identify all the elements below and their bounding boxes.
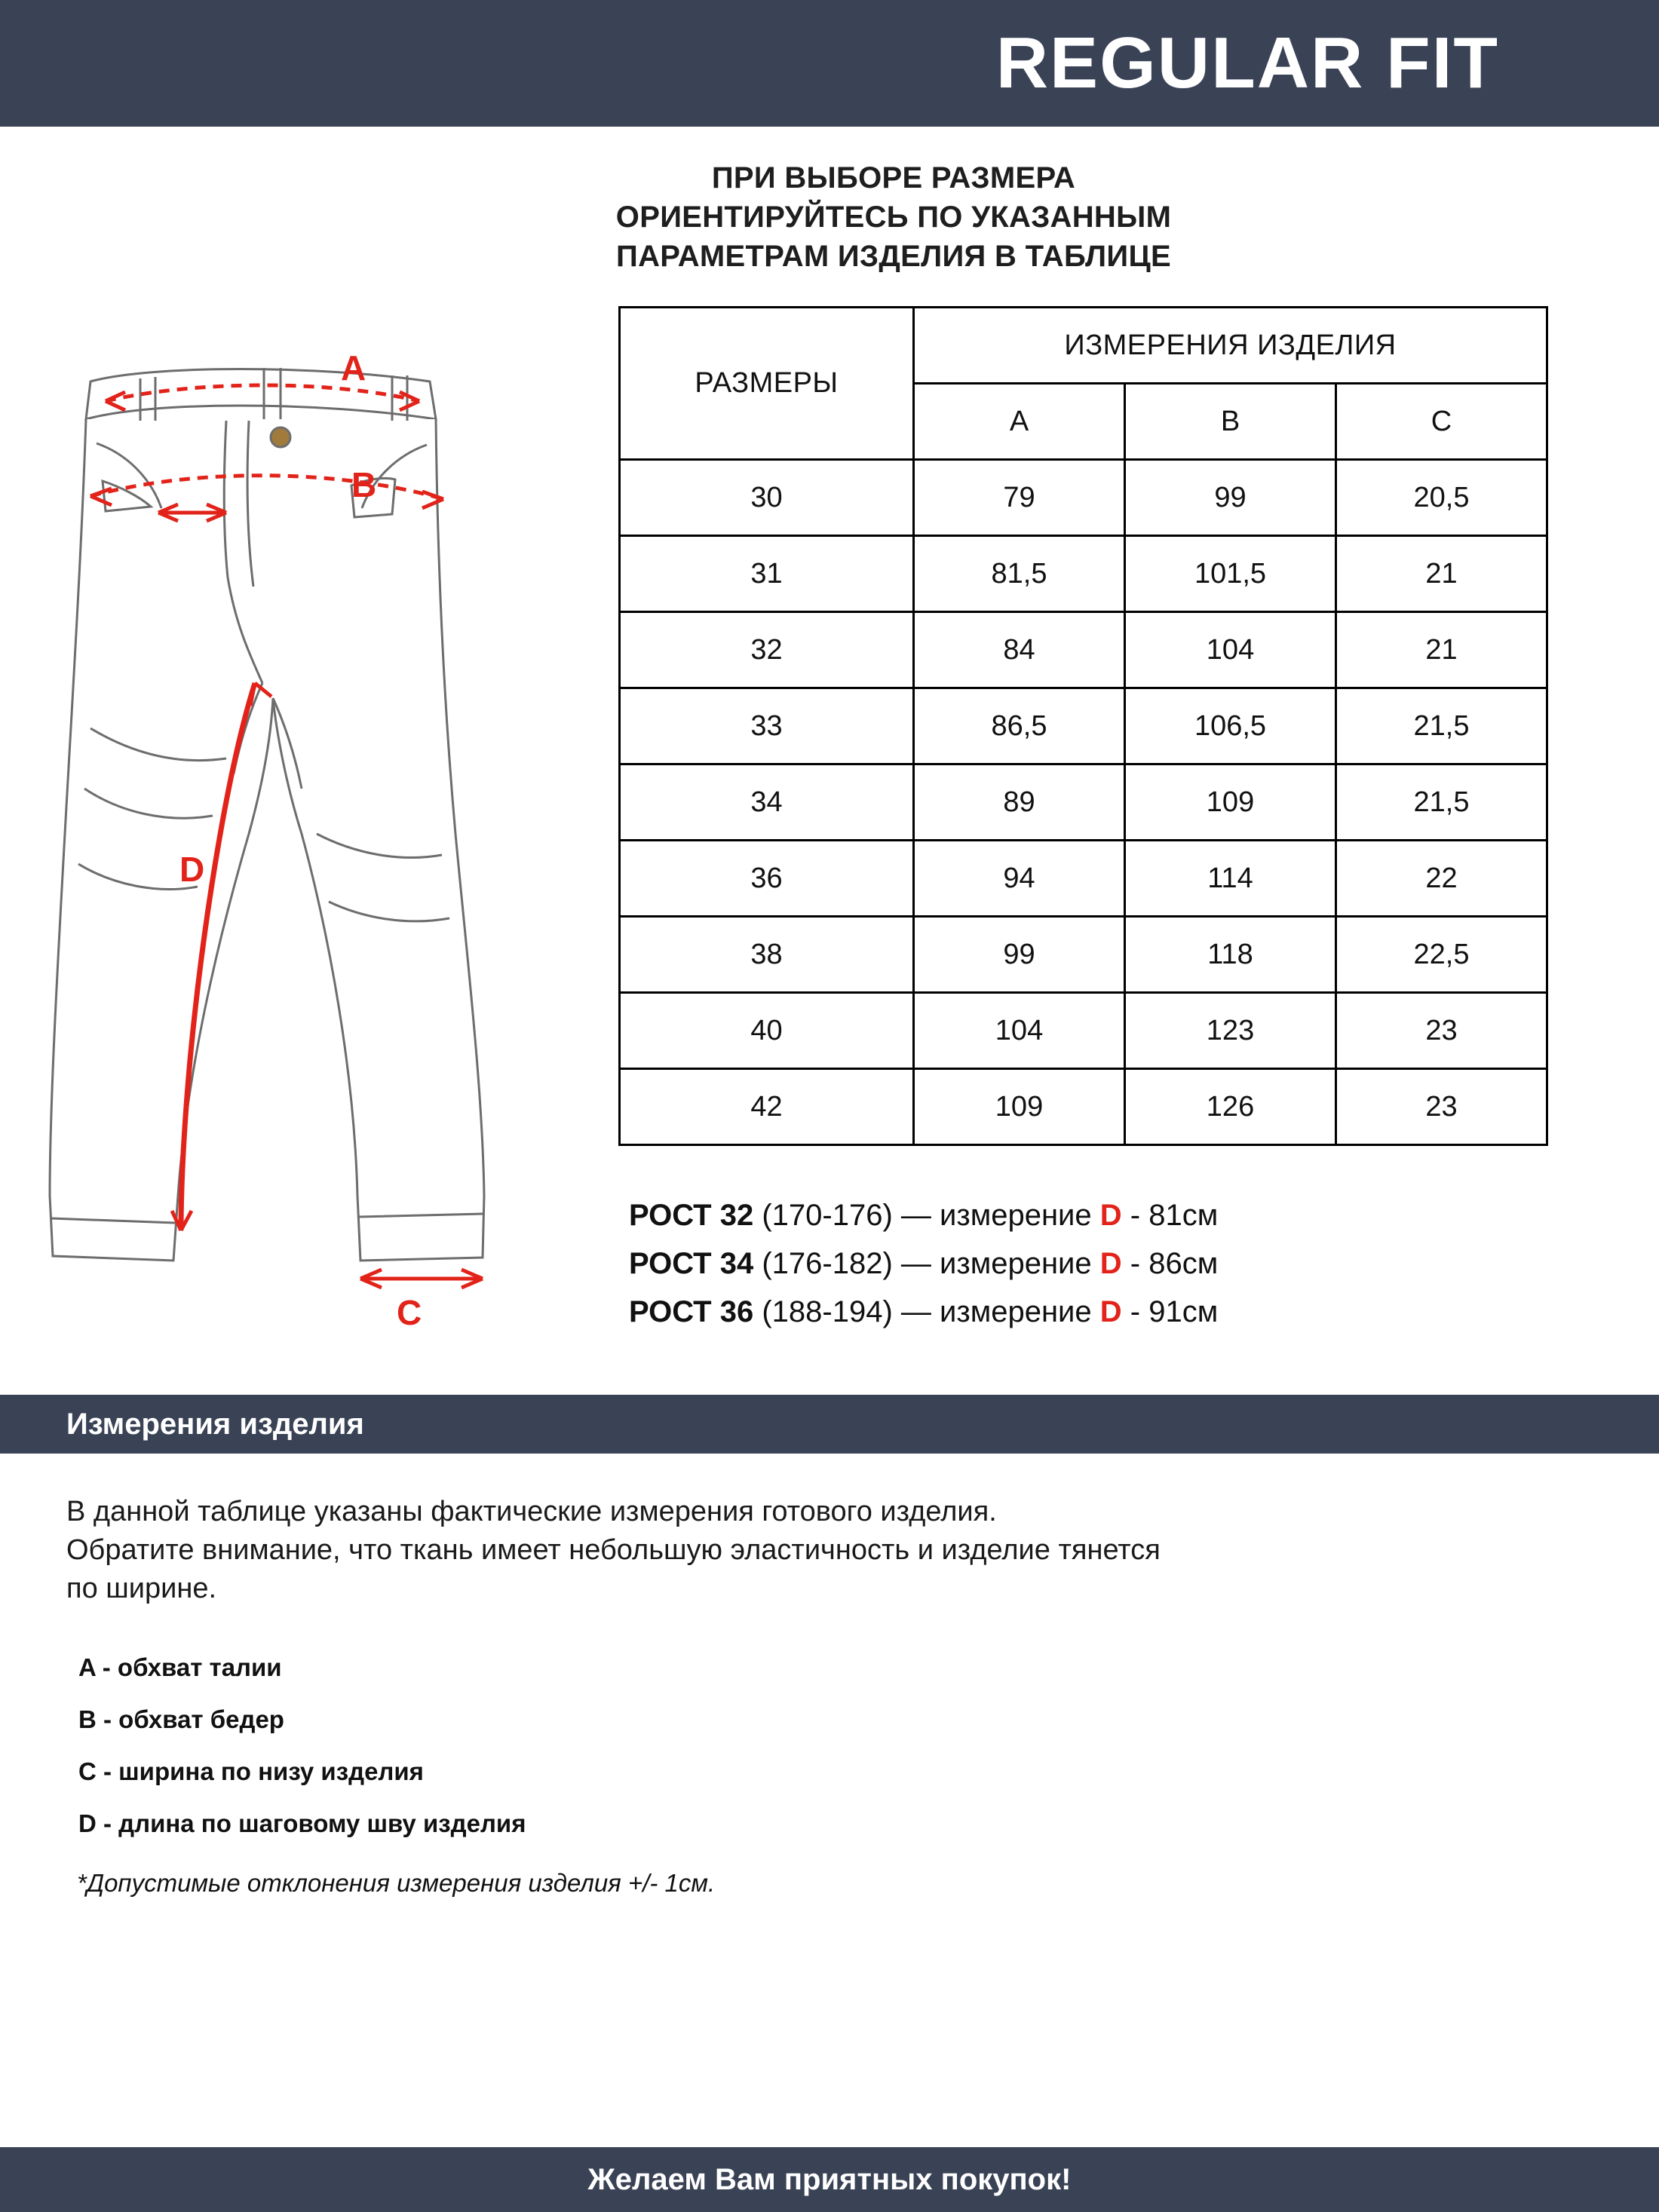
cell-size: 34 xyxy=(620,764,914,841)
rost-label: РОСТ 36 xyxy=(629,1295,754,1328)
table-row xyxy=(620,688,1547,764)
column-header-b: B xyxy=(1125,384,1336,460)
cell-size: 33 xyxy=(620,688,914,764)
rost-value: - 86см xyxy=(1130,1247,1219,1280)
table-row xyxy=(620,841,1547,917)
jeans-diagram-svg xyxy=(0,306,618,1362)
legend-item-c: C - ширина по низу изделия xyxy=(78,1757,424,1785)
body-block xyxy=(0,1454,1659,1898)
rost-label: РОСТ 34 xyxy=(629,1247,754,1280)
cell-a: 84 xyxy=(914,612,1125,688)
cell-b: 104 xyxy=(1125,612,1336,688)
content-middle xyxy=(0,306,1659,1362)
illustration-label-b: B xyxy=(351,465,377,504)
cell-size: 30 xyxy=(620,460,914,536)
table-area xyxy=(618,306,1659,1336)
cell-c: 21 xyxy=(1336,536,1547,612)
rost-range: (170-176) xyxy=(762,1199,893,1232)
column-header-c: C xyxy=(1336,384,1547,460)
table-row xyxy=(620,536,1547,612)
header-sizes: РАЗМЕРЫ xyxy=(620,308,914,460)
cell-c: 23 xyxy=(1336,1069,1547,1145)
footer-text: Желаем Вам приятных покупок! xyxy=(587,2162,1072,2196)
rost-value: - 91см xyxy=(1130,1295,1219,1328)
paragraph-line-2: Обратите внимание, что ткань имеет небольшую эластичность и изделие тянется xyxy=(66,1533,1161,1566)
rost-letter-d: D xyxy=(1099,1295,1122,1328)
size-table xyxy=(618,306,1548,1146)
table-header-row xyxy=(620,308,1547,384)
cell-size: 42 xyxy=(620,1069,914,1145)
rost-line xyxy=(629,1288,1548,1336)
rost-range: (188-194) xyxy=(762,1295,893,1328)
cell-c: 20,5 xyxy=(1336,460,1547,536)
legend-list xyxy=(66,1655,1569,1836)
cell-a: 104 xyxy=(914,993,1125,1069)
cell-b: 101,5 xyxy=(1125,536,1336,612)
rost-dash: — xyxy=(900,1199,931,1232)
cell-a: 99 xyxy=(914,917,1125,993)
cell-b: 99 xyxy=(1125,460,1336,536)
cell-b: 126 xyxy=(1125,1069,1336,1145)
section-bar-measurements xyxy=(0,1395,1659,1454)
cell-a: 79 xyxy=(914,460,1125,536)
cell-size: 40 xyxy=(620,993,914,1069)
table-row xyxy=(620,460,1547,536)
cell-a: 89 xyxy=(914,764,1125,841)
cell-a: 94 xyxy=(914,841,1125,917)
rost-word: измерение xyxy=(940,1247,1092,1280)
cell-c: 23 xyxy=(1336,993,1547,1069)
table-row xyxy=(620,993,1547,1069)
cell-a: 109 xyxy=(914,1069,1125,1145)
illustration-label-c: C xyxy=(397,1293,422,1332)
table-row xyxy=(620,917,1547,993)
rost-word: измерение xyxy=(940,1199,1092,1232)
table-row xyxy=(620,764,1547,841)
table-row xyxy=(620,612,1547,688)
cell-size: 36 xyxy=(620,841,914,917)
illustration-label-d: D xyxy=(179,850,205,889)
cell-b: 114 xyxy=(1125,841,1336,917)
legend-item-a: A - обхват талии xyxy=(78,1653,282,1681)
subtitle-block xyxy=(0,158,1659,276)
rost-line xyxy=(629,1239,1548,1288)
cell-size: 38 xyxy=(620,917,914,993)
subtitle-line-3: ПАРАМЕТРАМ ИЗДЕЛИЯ В ТАБЛИЦЕ xyxy=(616,240,1171,273)
cell-c: 21,5 xyxy=(1336,688,1547,764)
table-row xyxy=(620,1069,1547,1145)
cell-a: 86,5 xyxy=(914,688,1125,764)
rost-word: измерение xyxy=(940,1295,1092,1328)
cell-c: 21,5 xyxy=(1336,764,1547,841)
rost-dash: — xyxy=(900,1247,931,1280)
rost-dash: — xyxy=(900,1295,931,1328)
legend-item-d: D - длина по шаговому шву изделия xyxy=(78,1809,526,1837)
paragraph-line-1: В данной таблице указаны фактические измерения готового изделия. xyxy=(66,1496,997,1527)
cell-c: 22,5 xyxy=(1336,917,1547,993)
cell-a: 81,5 xyxy=(914,536,1125,612)
cell-b: 109 xyxy=(1125,764,1336,841)
rost-letter-d: D xyxy=(1099,1199,1122,1232)
footer-bar xyxy=(0,2147,1659,2212)
subtitle-line-2: ОРИЕНТИРУЙТЕСЬ ПО УКАЗАННЫМ xyxy=(615,201,1172,234)
cell-c: 22 xyxy=(1336,841,1547,917)
cell-b: 123 xyxy=(1125,993,1336,1069)
cell-b: 106,5 xyxy=(1125,688,1336,764)
column-header-a: A xyxy=(914,384,1125,460)
rost-range: (176-182) xyxy=(762,1247,893,1280)
rost-value: - 81см xyxy=(1130,1199,1219,1232)
rost-block xyxy=(618,1191,1548,1336)
jeans-illustration xyxy=(0,306,618,1362)
rost-label: РОСТ 32 xyxy=(629,1199,754,1232)
paragraph-line-3: по ширине. xyxy=(66,1572,217,1604)
illustration-label-a: A xyxy=(341,348,366,388)
subtitle-line-1: ПРИ ВЫБОРЕ РАЗМЕРА xyxy=(711,161,1076,195)
cell-size: 32 xyxy=(620,612,914,688)
rost-line xyxy=(629,1191,1548,1239)
cell-size: 31 xyxy=(620,536,914,612)
section-title: Измерения изделия xyxy=(66,1407,364,1441)
cell-b: 118 xyxy=(1125,917,1336,993)
page-title: REGULAR FIT xyxy=(995,23,1499,103)
tolerance-note: *Допустимые отклонения измерения изделия +/- 1см. xyxy=(77,1868,716,1897)
rost-letter-d: D xyxy=(1099,1247,1122,1280)
header-measurements: ИЗМЕРЕНИЯ ИЗДЕЛИЯ xyxy=(914,308,1547,384)
header-bar xyxy=(0,0,1659,127)
legend-item-b: B - обхват бедер xyxy=(78,1705,284,1733)
cell-c: 21 xyxy=(1336,612,1547,688)
